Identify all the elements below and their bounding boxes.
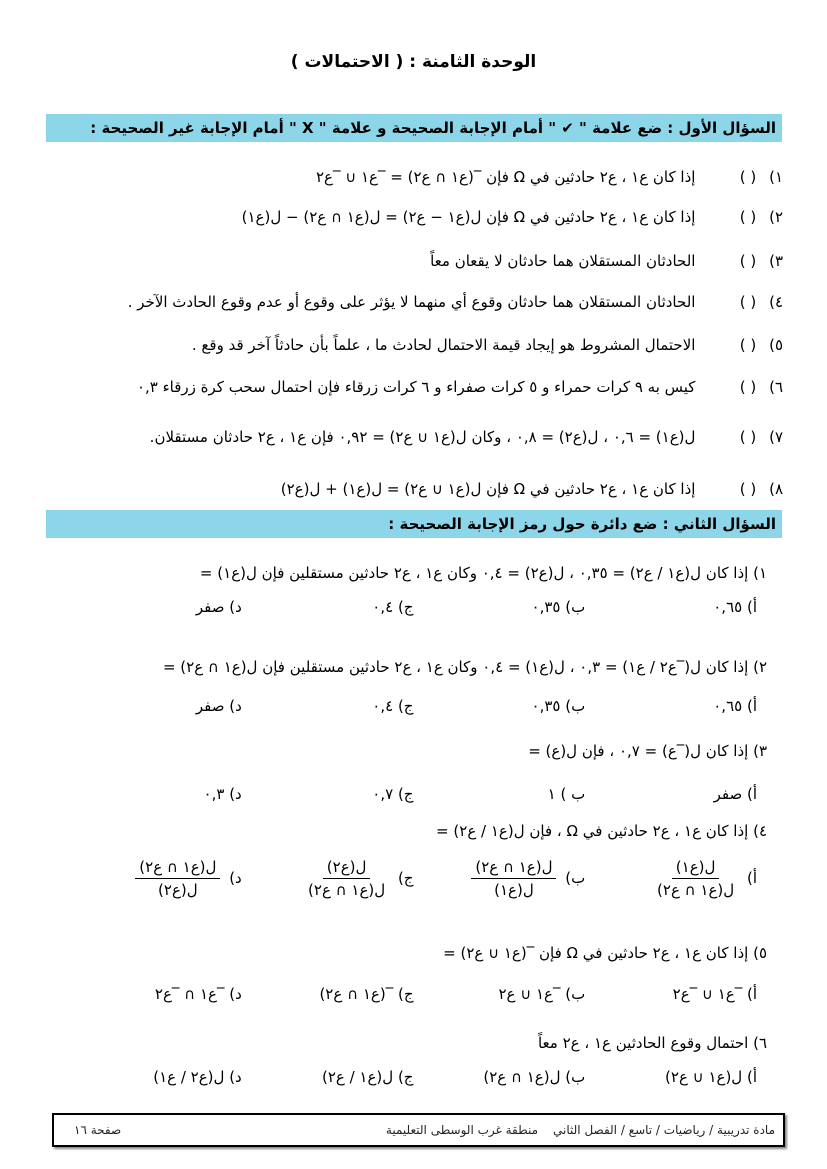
- tf-item-text: إذا كان ع١ ، ع٢ حادثين في Ω فإن ل(ع١ ∪ ع٢) = ل(ع١) + ل(ع٢): [280, 480, 696, 498]
- mcq-4-stem: ٤) إذا كان ع١ ، ع٢ حادثين في Ω ، فإن ل(ع١ / ع٢) =: [436, 822, 767, 840]
- option-c[interactable]: ج) ل(ع١ / ع٢): [321, 1068, 414, 1086]
- tf-item-text: الحادثان المستقلان هما حادثان لا يقعان معاً: [430, 252, 696, 270]
- answer-blank[interactable]: ( ): [739, 378, 757, 396]
- footer-page-number: صفحة ١٦: [74, 1123, 122, 1137]
- option-a[interactable]: أ) ‾ع١ ∪ ‾ع٢: [672, 985, 757, 1003]
- page-footer: [52, 1113, 785, 1147]
- option-d[interactable]: د) ‾ع١ ∩ ‾ع٢: [154, 985, 242, 1003]
- option-d[interactable]: د) $\frac{\text{ل(ع١ ∩ ع٢)}}{\text{ل(ع٢)}}$: [70, 858, 242, 899]
- mcq-3-stem: ٣) إذا كان ل(‾ع) = ٠,٧ ، فإن ل(ع) =: [528, 742, 767, 760]
- answer-blank[interactable]: ( ): [739, 208, 757, 226]
- footer-course: مادة تدريبية / رياضيات / تاسع / الفصل الثاني: [553, 1123, 775, 1137]
- answer-blank[interactable]: ( ): [739, 168, 757, 186]
- question-2-header: السؤال الثاني : ضع دائرة حول رمز الإجابة الصحيحة :: [46, 510, 782, 538]
- option-b[interactable]: ب) ‾ع١ ∪ ع٢: [498, 985, 586, 1003]
- answer-blank[interactable]: ( ): [739, 428, 757, 446]
- fraction: $\frac{\text{ل(ع١ ∩ ع٢)}}{\text{ل(ع١)}}$: [471, 858, 556, 899]
- option-a[interactable]: أ) ٠,٦٥: [713, 598, 757, 616]
- option-b[interactable]: ب) ل(ع١ ∩ ع٢): [483, 1068, 586, 1086]
- mcq-5-options: [70, 985, 757, 1003]
- option-a[interactable]: أ) $\frac{\text{ل(ع١)}}{\text{ل(ع١ ∩ ع٢)}}$: [585, 858, 757, 899]
- fraction: $\frac{\text{ل(ع١ ∩ ع٢)}}{\text{ل(ع٢)}}$: [135, 858, 220, 899]
- tf-item-text: إذا كان ع١ ، ع٢ حادثين في Ω فإن ‾(ع١ ∩ ع٢) = ‾ع١ ∪ ‾ع٢: [315, 168, 696, 186]
- answer-blank[interactable]: ( ): [739, 480, 757, 498]
- option-a[interactable]: أ) ٠,٦٥: [713, 697, 757, 715]
- question-1-header: السؤال الأول : ضع علامة " ✔ " أمام الإجابة الصحيحة و علامة " X " أمام الإجابة غير الصحيحة :: [46, 114, 782, 142]
- tf-item-3: ٣) ( ) الحادثان المستقلان هما حادثان لا يقعان معاً: [40, 248, 783, 274]
- tf-item-4: ٤) ( ) الحادثان المستقلان هما حادثان وقوع أي منهما لا يؤثر على وقوع أو عدم وقوع الحادث الآخر .: [40, 289, 783, 315]
- tf-item-7: ٧) ( ) ل(ع١) = ٠,٦ ، ل(ع٢) = ٠,٨ ، وكان ل(ع١ ∪ ع٢) = ٠,٩٢ فإن ع١ ، ع٢ حادثان مستقلان.: [40, 424, 783, 450]
- answer-blank[interactable]: ( ): [739, 293, 757, 311]
- option-b[interactable]: ب) $\frac{\text{ل(ع١ ∩ ع٢)}}{\text{ل(ع١)}}$: [414, 858, 586, 899]
- option-d[interactable]: د) صفر: [195, 598, 242, 616]
- tf-item-text: الحادثان المستقلان هما حادثان وقوع أي منهما لا يؤثر على وقوع أو عدم وقوع الحادث الآخر .: [127, 293, 696, 311]
- option-d[interactable]: د) ل(ع٢ / ع١): [153, 1068, 242, 1086]
- answer-blank[interactable]: ( ): [739, 336, 757, 354]
- fraction: $\frac{\text{ل(ع١)}}{\text{ل(ع١ ∩ ع٢)}}$: [657, 858, 735, 899]
- tf-item-text: إذا كان ع١ ، ع٢ حادثين في Ω فإن ل(ع١ − ع٢) = ل(ع١ ∩ ع٢) − ل(ع١): [241, 208, 696, 226]
- tf-item-text: الاحتمال المشروط هو إيجاد قيمة الاحتمال لحادث ما ، علماً بأن حادثاً آخر قد وقع .: [191, 336, 696, 354]
- tf-item-5: ٥) ( ) الاحتمال المشروط هو إيجاد قيمة الاحتمال لحادث ما ، علماً بأن حادثاً آخر قد وقع .: [40, 332, 783, 358]
- option-c[interactable]: ج) $\frac{\text{ل(ع٢)}}{\text{ل(ع١ ∩ ع٢)}}$: [242, 858, 414, 899]
- unit-title: الوحدة الثامنة : ( الاحتمالات ): [290, 52, 537, 72]
- option-b[interactable]: ب) ٠,٣٥: [531, 598, 586, 616]
- tf-item-6: ٦) ( ) كيس به ٩ كرات حمراء و ٥ كرات صفراء و ٦ كرات زرقاء فإن احتمال سحب كرة زرقاء ٠,٣: [40, 374, 783, 400]
- option-c[interactable]: ج) ٠,٤: [372, 697, 414, 715]
- tf-item-text: كيس به ٩ كرات حمراء و ٥ كرات صفراء و ٦ كرات زرقاء فإن احتمال سحب كرة زرقاء ٠,٣: [136, 378, 696, 396]
- tf-item-1: ١) ( ) إذا كان ع١ ، ع٢ حادثين في Ω فإن ‾(ع١ ∩ ع٢) = ‾ع١ ∪ ‾ع٢: [40, 164, 783, 190]
- mcq-6-stem: ٦) احتمال وقوع الحادثين ع١ ، ع٢ معاً: [537, 1034, 767, 1052]
- option-a[interactable]: أ) صفر: [713, 785, 757, 803]
- answer-blank[interactable]: ( ): [739, 252, 757, 270]
- tf-item-text: ل(ع١) = ٠,٦ ، ل(ع٢) = ٠,٨ ، وكان ل(ع١ ∪ ع٢) = ٠,٩٢ فإن ع١ ، ع٢ حادثان مستقلان.: [149, 428, 696, 446]
- mcq-2-stem: ٢) إذا كان ل(‾ع٢ / ع١) = ٠,٣ ، ل(ع١) = ٠,٤ وكان ع١ ، ع٢ حادثين مستقلين فإن ل(ع١ ∩ ع٢) =: [162, 658, 767, 676]
- mcq-1-stem: ١) إذا كان ل(ع١ / ع٢) = ٠,٣٥ ، ل(ع٢) = ٠,٤ وكان ع١ ، ع٢ حادثين مستقلين فإن ل(ع١) =: [199, 564, 767, 582]
- option-b[interactable]: ب) ٠,٣٥: [531, 697, 586, 715]
- option-c[interactable]: ج) ‾(ع١ ∩ ع٢): [319, 985, 414, 1003]
- option-a[interactable]: أ) ل(ع١ ∪ ع٢): [665, 1068, 757, 1086]
- option-d[interactable]: د) ٠,٣: [203, 785, 242, 803]
- mcq-4-options: [70, 858, 757, 899]
- tf-item-8: ٨) ( ) إذا كان ع١ ، ع٢ حادثين في Ω فإن ل(ع١ ∪ ع٢) = ل(ع١) + ل(ع٢): [40, 476, 783, 502]
- option-c[interactable]: ج) ٠,٤: [372, 598, 414, 616]
- mcq-6-options: [70, 1068, 757, 1086]
- option-d[interactable]: د) صفر: [195, 697, 242, 715]
- option-b[interactable]: ب ) ١: [547, 785, 586, 803]
- mcq-1-options: [70, 598, 757, 616]
- mcq-5-stem: ٥) إذا كان ع١ ، ع٢ حادثين في Ω فإن ‾(ع١ ∪ ع٢) =: [443, 944, 767, 962]
- mcq-2-options: [70, 697, 757, 715]
- footer-region: منطقة غرب الوسطى التعليمية: [385, 1123, 538, 1137]
- option-c[interactable]: ج) ٠,٧: [372, 785, 414, 803]
- tf-item-2: ٢) ( ) إذا كان ع١ ، ع٢ حادثين في Ω فإن ل(ع١ − ع٢) = ل(ع١ ∩ ع٢) − ل(ع١): [40, 204, 783, 230]
- mcq-3-options: [70, 785, 757, 803]
- fraction: $\frac{\text{ل(ع٢)}}{\text{ل(ع١ ∩ ع٢)}}$: [308, 858, 386, 899]
